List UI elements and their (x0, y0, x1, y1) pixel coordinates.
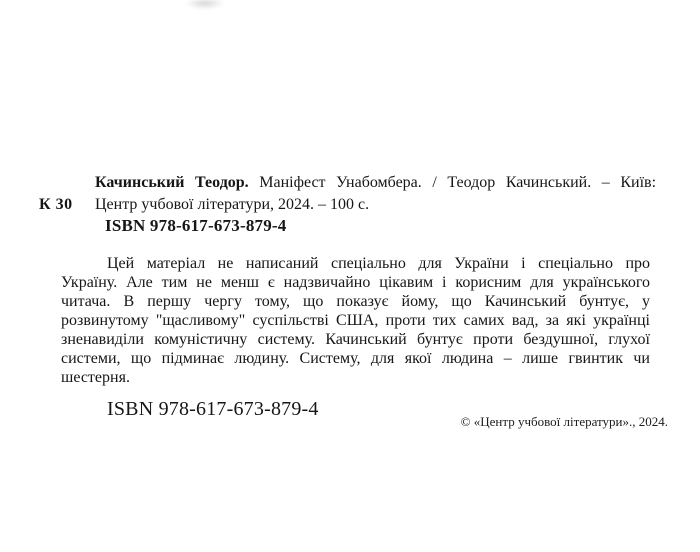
scan-smudge (185, 0, 225, 10)
annotation-paragraph (61, 254, 650, 387)
record-title-imprint: Маніфест Унабомбера. / Теодор Качинський. – Київ: (259, 174, 657, 191)
annotation-line: читача. В першу чергу тому, що показує йому, що Качинський бунтує, у (61, 293, 650, 310)
annotation-line: зненавиділи комуністичну систему. Качинський бунтує проти бездушної, глухої (61, 331, 650, 348)
annotation-line: Цей матеріал не написаний спеціально для України і спеціально про (107, 255, 650, 272)
isbn-number-bottom: ISBN 978-617-673-879-4 (107, 398, 319, 420)
catalog-record (39, 172, 656, 216)
record-line-1 (95, 172, 656, 194)
annotation-line: системи, що підминає людину. Систему, для якої людина – лише гвинтик чи (61, 350, 650, 367)
annotation-line: Україну. Але тим не менш є надзвичайно цікавим і корисним для українського (61, 274, 650, 291)
annotation-line: шестерня. (61, 369, 130, 386)
catalog-index-code: К 30 (39, 196, 73, 213)
isbn-number-top: ISBN 978-617-673-879-4 (105, 216, 287, 235)
record-line-2: Центр учбової літератури, 2024. – 100 с. (95, 196, 370, 213)
annotation-line: розвинутому "щасливому" суспільстві США, проти тих самих вад, за які українці (61, 312, 650, 329)
copyright-notice: © «Центр учбової літератури»., 2024. (460, 414, 668, 429)
record-author: Качинський Теодор. (95, 174, 249, 191)
